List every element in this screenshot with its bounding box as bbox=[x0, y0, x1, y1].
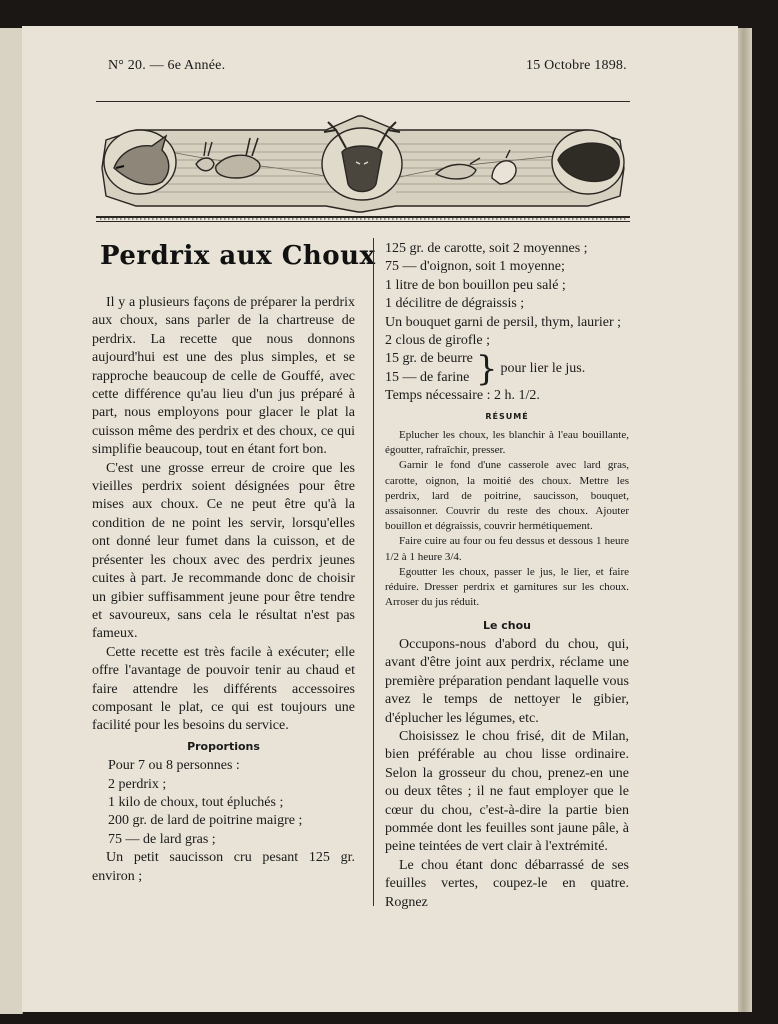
liaison-group bbox=[385, 350, 629, 387]
page-stack-edge bbox=[738, 28, 752, 1012]
column-divider bbox=[373, 238, 374, 906]
chou-paragraph: Le chou étant donc débarrassé de ses feuilles vertes, coupez-le en quatre. Rognez bbox=[385, 857, 629, 910]
ingredient-line: 200 gr. de lard de poitrine maigre ; bbox=[108, 813, 303, 829]
intro-paragraph: Il y a plusieurs façons de préparer la perdrix aux choux, sans parler de la chartreuse de perdrix. La recette que nous donnons aujourd'hui est une des plus simples, et se rapproche beaucoup de celle de Gouffé, avec cette différence qu'au lieu d'un jus préparé à part, nous employons pour glacer le plat la cuisson même des perdrix et des choux, ce qui simplifie beaucoup, tout en étant fort bon. bbox=[92, 295, 355, 458]
ingredient-line: 1 litre de bon bouillon peu salé ; bbox=[385, 277, 566, 293]
ingredient-line: 125 gr. de carotte, soit 2 moyennes ; bbox=[385, 241, 588, 256]
ingredient-line: Un bouquet garni de persil, thym, laurier ; bbox=[385, 314, 621, 330]
article-column-left bbox=[92, 294, 355, 886]
ingredient-line: Pour 7 ou 8 personnes : bbox=[108, 758, 240, 774]
ease-paragraph: Cette recette est très facile à exécuter; elle offre l'avantage de pouvoir tenir au chaud et faire attendre les différents accessoires composant le plat, ce qui est toujours une facilité pour les besoins du service. bbox=[92, 644, 355, 734]
header-rule bbox=[96, 101, 630, 102]
ingredient-line: 1 décilitre de dégraissis ; bbox=[385, 296, 525, 312]
issue-date: 15 Octobre 1898. bbox=[526, 58, 627, 73]
liaison-note: pour lier le jus. bbox=[500, 360, 586, 376]
age-paragraph: C'est une grosse erreur de croire que les vieilles perdrix soient désignées pour être mises aux choux. Ce ne peut être qu'à la condition de ne point les servir, lorsqu'elles ont donné leur fumet dans la cuisson, et de présenter les choux avec des perdrix jeunes cuites à part. Je recommande donc de choisir un gibier suffisamment jeune pour être tendre et savoureux, sans cela le résultat n'est pas fameux. bbox=[92, 460, 355, 642]
article-title: Perdrix aux Choux bbox=[100, 241, 376, 271]
ingredient-line: 75 — d'oignon, soit 1 moyenne; bbox=[385, 259, 565, 275]
ingredient-line: 2 perdrix ; bbox=[108, 776, 167, 792]
resume-step: Faire cuire au four ou feu dessus et dessous 1 heure 1/2 à 1 heure 3/4. bbox=[385, 535, 629, 563]
ingredient-line: 15 — de farine bbox=[385, 369, 470, 385]
proportions-heading: Proportions bbox=[187, 739, 260, 753]
resume-step: Garnir le fond d'une casserole avec lard gras, carotte, oignon, la moitié des choux. Mettre les perdrix, lard de poitrine, saucisson, bouquet, assaisonner. Couvrir du reste des choux. Ajouter bouillon et dégraissis, couvrir hermétiquement. bbox=[385, 459, 629, 533]
article-column-right bbox=[385, 240, 629, 912]
chou-paragraph: Choisissez le chou frisé, dit de Milan, bien préférable au chou lisse ordinaire. Selon la grosseur du chou, prenez-en une ou deux têtes ; il ne faut employer que le cœur du chou, c'est-à-dire la partie bien pommée dont les feuilles sont jaune pâle, à peine teintées de vert clair à l'extrémité. bbox=[385, 728, 629, 855]
ingredient-line: Un petit saucisson cru pesant 125 gr. environ ; bbox=[92, 850, 355, 884]
time-needed: Temps nécessaire : 2 h. 1/2. bbox=[385, 388, 540, 404]
adjacent-page-edge bbox=[0, 28, 23, 1014]
resume-step: Eplucher les choux, les blanchir à l'eau bouillante, égoutter, rafraîchir, presser. bbox=[385, 429, 629, 457]
issue-number: N° 20. — 6e Année. bbox=[108, 58, 226, 73]
chou-paragraph: Occupons-nous d'abord du chou, qui, avant d'être joint aux perdrix, réclame une première préparation pendant laquelle vous avez le temps de nettoyer le gibier, d'éplucher les légumes, etc. bbox=[385, 636, 629, 726]
ingredient-line: 15 gr. de beurre bbox=[385, 351, 473, 367]
ingredient-line: 1 kilo de choux, tout épluchés ; bbox=[108, 794, 284, 810]
chou-heading: Le chou bbox=[482, 618, 532, 632]
brace-glyph: } bbox=[475, 348, 498, 389]
resume-step: Egoutter les choux, passer le jus, le lier, et faire réduire. Dresser perdrix et garnitures sur les choux. Arroser du jus réduit. bbox=[385, 565, 629, 609]
resume-heading: RÉSUMÉ bbox=[485, 411, 529, 421]
game-animals-banner bbox=[96, 108, 630, 228]
ingredient-line: 2 clous de girofle ; bbox=[385, 333, 490, 349]
ingredient-line: 75 — de lard gras ; bbox=[108, 831, 216, 847]
